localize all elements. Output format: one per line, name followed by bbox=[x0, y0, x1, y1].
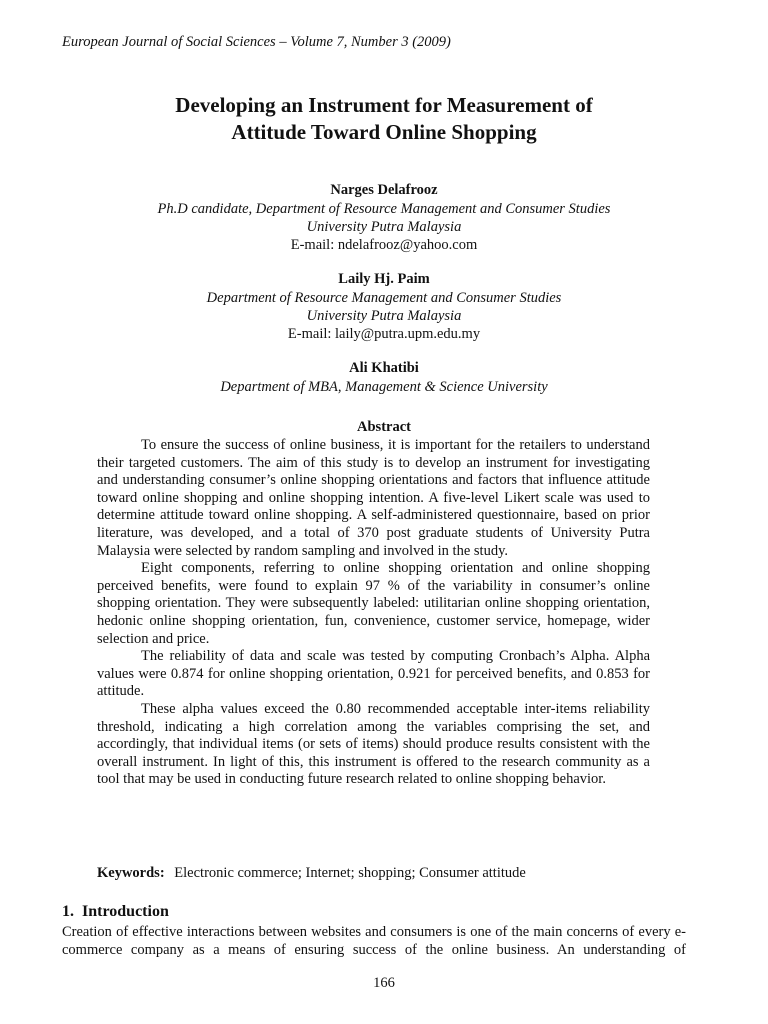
author-name: Narges Delafrooz bbox=[330, 182, 438, 198]
keywords-text: Electronic commerce; Internet; shopping; Consumer attitude bbox=[174, 865, 526, 881]
journal-header: European Journal of Social Sciences – Volume 7, Number 3 (2009) bbox=[62, 34, 451, 50]
author-email: E-mail: ndelafrooz@yahoo.com bbox=[290, 237, 478, 253]
author-block-3 bbox=[60, 359, 708, 396]
section-heading-introduction bbox=[62, 903, 169, 921]
title-line-2: Attitude Toward Online Shopping bbox=[231, 120, 537, 144]
abstract-body bbox=[97, 437, 650, 789]
abstract-paragraph: To ensure the success of online business, it is important for the retailers to understand their targeted customers. The aim of this study is to develop an instrument for investigating and understanding consumer’s online shopping orientations and factors that influence attitude toward online shopping and online shopping intention. A five-level Likert scale was used to determine attitude toward online shopping. A self-administered questionnaire, based on prior literature, was developed, and a total of 370 post graduate students of University Putra Malaysia were selected by random sampling and involved in the study. bbox=[97, 437, 650, 559]
abstract-paragraph: These alpha values exceed the 0.80 recommended acceptable inter-items reliability threshold, indicating a high correlation among the variables comprising the set, and accordingly, that individual items (or sets of items) should produce results consistent with the overall instrument. In light of this, this instrument is offered to the research community as a tool that may be used in conducting future research related to online shopping behavior. bbox=[97, 700, 650, 788]
abstract-paragraph: Eight components, referring to online shopping orientation and online shopping perceived benefits, were found to explain 97 % of the variability in consumer’s online shopping orientation. They were subsequently labeled: utilitarian online shopping orientation, hedonic online shopping orientation, fun, convenience, customer service, homepage, wider selection and price. bbox=[97, 560, 650, 647]
author-affiliation: Department of Resource Management and Consumer Studies bbox=[206, 290, 562, 306]
author-name: Ali Khatibi bbox=[349, 360, 419, 376]
keywords-label: Keywords: bbox=[97, 865, 165, 881]
section-number: 1. bbox=[62, 903, 74, 920]
page-number: 166 bbox=[373, 975, 395, 991]
author-affiliation: University Putra Malaysia bbox=[306, 219, 462, 235]
author-affiliation: Ph.D candidate, Department of Resource Management and Consumer Studies bbox=[157, 201, 611, 217]
abstract-heading: Abstract bbox=[357, 419, 411, 435]
abstract-paragraph: The reliability of data and scale was tested by computing Cronbach’s Alpha. Alpha values were 0.874 for online shopping orientation, 0.921 for perceived benefits, and 0.853 for attitude. bbox=[97, 648, 650, 700]
introduction-text: Creation of effective interactions between websites and consumers is one of the main concerns of every e-commerce company as a means of ensuring success of the online business. An understanding of bbox=[62, 924, 686, 958]
paper-title bbox=[80, 92, 688, 146]
author-email: E-mail: laily@putra.upm.edu.my bbox=[287, 326, 481, 342]
keywords-line bbox=[97, 865, 526, 882]
author-name: Laily Hj. Paim bbox=[338, 271, 430, 287]
title-line-1: Developing an Instrument for Measurement of bbox=[175, 93, 593, 117]
author-block-2 bbox=[60, 270, 708, 343]
author-affiliation: University Putra Malaysia bbox=[306, 308, 462, 324]
section-title: Introduction bbox=[82, 903, 169, 920]
author-block-1 bbox=[60, 181, 708, 254]
author-affiliation: Department of MBA, Management & Science University bbox=[220, 379, 548, 395]
